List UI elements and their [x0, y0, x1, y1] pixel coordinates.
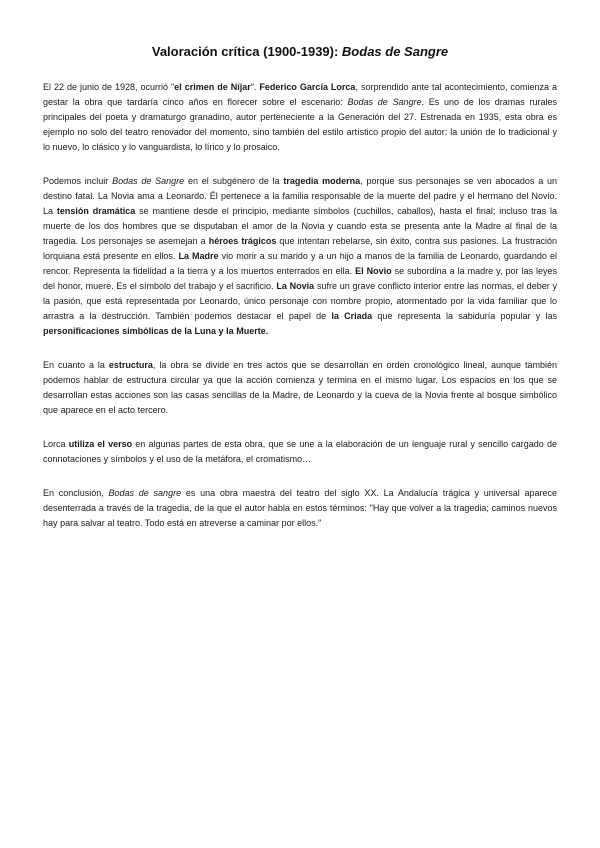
- paragraph-tragedy: [43, 174, 557, 339]
- bold-run: La Novia: [276, 281, 315, 291]
- text-run: ".: [250, 82, 260, 92]
- text-run: en algunas partes de esta obra, que se une a la elaboración de un lenguaje rural y sencillo cargado de connotaciones y símbolos y el uso de la metáfora, el cromatismo…: [43, 439, 557, 464]
- text-run: que representa la sabiduría popular y las: [372, 311, 557, 321]
- paragraph-structure: [43, 358, 557, 418]
- bold-run: tragedia moderna: [283, 176, 361, 186]
- page-title: [43, 44, 557, 59]
- bold-run: Federico García Lorca: [259, 82, 356, 92]
- italic-run: Bodas de Sangre: [112, 176, 185, 186]
- text-run: El 22 de junio de 1928, ocurrió ": [43, 82, 175, 92]
- bold-run: tensión dramática: [56, 206, 136, 216]
- paragraph-conclusion: [43, 486, 557, 531]
- bold-run: personificaciones simbólicas de la Luna y la Muerte.: [43, 326, 269, 336]
- title-main: Valoración crítica (1900-1939):: [151, 44, 342, 59]
- text-run: , sorprendido ante tal acontecimiento, comienza a gestar la obra que tardaría cinco años en florecer sobre el escenario:: [43, 82, 558, 107]
- text-run: Podemos incluir: [43, 176, 113, 186]
- text-run: vio morir a su marido y a un hijo a manos de la familia de Leonardo, guardando el rencor. Representa la fidelidad a la tierra y a los muertos enterrados en ella.: [43, 251, 557, 276]
- italic-run: Bodas de Sangre: [347, 97, 422, 107]
- text-run: . Es uno de los dramas rurales principales del poeta y dramaturgo granadino, autor perteneciente a la Generación del 27. Estrenada en 1935, esta obra es ejemplo no solo del teatro renovador del momento, sino también del estilo artístico propio del autor: la unión de lo tradicional y lo nuevo, lo clásico y lo vanguardista, lo lírico y lo prosaico.: [43, 97, 557, 152]
- bold-run: el crimen de Níjar: [174, 82, 251, 92]
- text-run: en el subgénero de la: [184, 176, 284, 186]
- bold-run: utiliza el verso: [68, 439, 133, 449]
- italic-run: Bodas de sangre: [108, 488, 182, 498]
- text-run: se mantiene desde el principio, mediante símbolos (cuchillos, caballos), hasta el final; incluso tras la muerte de los dos hombres que se disputaban el amor de la Novia y cuando esta se presenta ante la Madre al final de la tragedia. Los personajes se asemejan a: [43, 206, 557, 246]
- text-run: , porque sus personajes se ven abocados a un destino fatal. La Novia ama a Leonardo. Él pertenece a la familia responsable de la muerte del padre y el hermano del Novio. La: [43, 176, 557, 216]
- text-run: Lorca: [43, 439, 69, 449]
- text-run: se subordina a la madre y, por las leyes del honor, muere. Es el símbolo del trabajo y el sacrificio.: [43, 266, 557, 291]
- bold-run: la Criada: [331, 311, 373, 321]
- text-run: sufre un grave conflicto interior entre las normas, el deber y la pasión, que está representada por Leonardo, único personaje con nombre propio, atormentado por la vida familiar que lo arrastra a la destrucción. También podemos destacar el papel de: [43, 281, 557, 321]
- text-run: que intentan rebelarse, sin éxito, contra sus pasiones. La frustración lorquiana está presente en ellos.: [43, 236, 557, 261]
- text-run: En cuanto a la: [43, 360, 109, 370]
- paragraph-verse: [43, 437, 557, 467]
- text-run: , la obra se divide en tres actos que se desarrollan en orden cronológico lineal, aunque también podemos hablar de estructura circular ya que la acción comienza y termina en el mismo lugar. Los espacios en los que se desarrollan estas acciones son las casas sencillas de la Madre, de Leonardo y la cueva de la Novia frente al bosque simbólico que aparece en el acto tercero.: [43, 360, 557, 415]
- bold-run: estructura: [108, 360, 153, 370]
- text-run: es una obra maestra del teatro del siglo XX. La Andalucía trágica y universal aparece desenterrada a través de la tragedia, de la que el autor habla en estos términos: "Hay que volver a la tragedia; caminos nuevos hay para salvar al teatro. Todo está en atreverse a caminar por ellos.": [43, 488, 557, 528]
- text-run: En conclusión,: [43, 488, 109, 498]
- bold-run: El Novio: [355, 266, 392, 276]
- title-italic: Bodas de Sangre: [341, 44, 449, 59]
- paragraph-intro: [43, 80, 557, 155]
- bold-run: La Madre: [178, 251, 219, 261]
- bold-run: héroes trágicos: [208, 236, 277, 246]
